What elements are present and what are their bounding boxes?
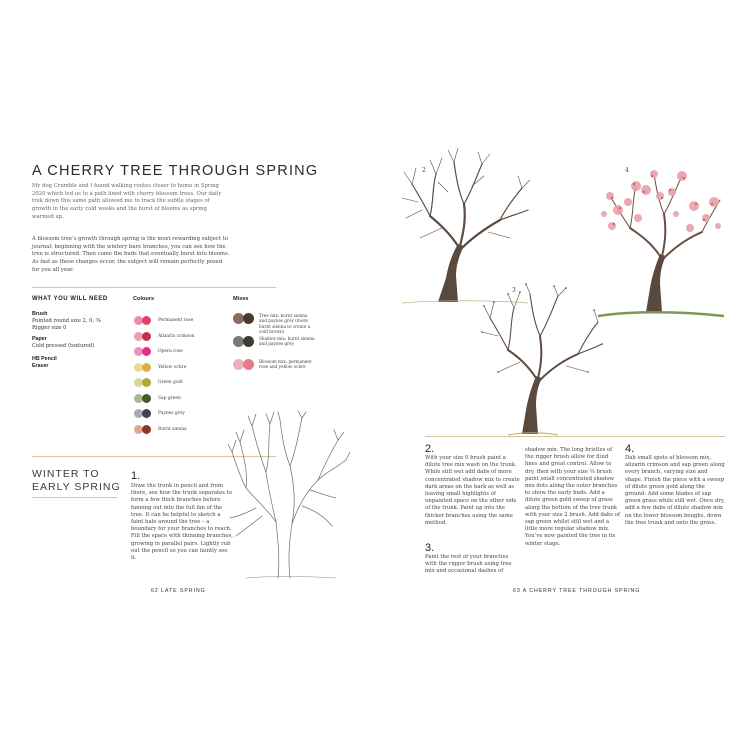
divider bbox=[425, 436, 725, 437]
paint-swatch bbox=[142, 425, 151, 434]
colour-swatch-row bbox=[134, 391, 195, 407]
step-4-number: 4. bbox=[625, 443, 635, 455]
colour-name: Opera rose bbox=[158, 349, 183, 355]
material-paper: Paper Cold pressed (textured) bbox=[32, 336, 95, 349]
page-title: A CHERRY TREE THROUGH SPRING bbox=[32, 163, 319, 179]
step-3-number: 3. bbox=[425, 542, 435, 554]
step-1-number: 1. bbox=[131, 470, 141, 482]
colour-name: Burnt sienna bbox=[158, 426, 187, 432]
page-folio-right: 63 A CHERRY TREE THROUGH SPRING bbox=[513, 588, 641, 594]
paint-swatch bbox=[142, 378, 151, 387]
divider bbox=[32, 287, 276, 288]
colour-swatch-row bbox=[134, 360, 195, 376]
tree-label-3: 3 bbox=[512, 287, 516, 294]
colour-name: Sap green bbox=[158, 395, 181, 401]
paint-swatch bbox=[243, 359, 254, 370]
mix-swatch-row bbox=[233, 359, 315, 382]
colour-swatch-row bbox=[134, 313, 195, 329]
step-4-text: Dab small spots of blossom mix, alizarin crimson and sap green along every branch, varying size and shape. Finish the piece with a sweep of dilute green gold along the ground. Add some blades of sap green grass while still wet. Once dry, add a few dabs of dilute shadow mix on the lower blossom boughs, down the tree trunk and onto the grass. bbox=[625, 455, 725, 526]
colour-name: Yellow ochre bbox=[158, 364, 187, 370]
colour-swatch-row bbox=[134, 406, 195, 422]
colour-swatch-row bbox=[134, 422, 195, 438]
mix-name: Blossom mix: permanent rose and yellow ochre bbox=[259, 359, 312, 370]
materials-heading: WHAT YOU WILL NEED bbox=[32, 296, 108, 302]
mix-name: Shadow mix: burnt sienna and paynes grey bbox=[259, 336, 315, 347]
colours-heading: Colours bbox=[133, 296, 155, 302]
colour-name: Paynes grey bbox=[158, 411, 185, 417]
paint-swatch bbox=[142, 394, 151, 403]
colour-swatches bbox=[134, 313, 195, 437]
colour-swatch-row bbox=[134, 329, 195, 345]
paint-swatch bbox=[243, 336, 254, 347]
tree-label-4: 4 bbox=[625, 167, 629, 174]
colour-swatch-row bbox=[134, 375, 195, 391]
colour-name: Alizarin crimson bbox=[158, 333, 195, 339]
step-2-number: 2. bbox=[425, 443, 435, 455]
colour-name: Green gold bbox=[158, 380, 183, 386]
divider bbox=[32, 497, 117, 498]
intro-paragraph-2: A blossom tree’s growth through spring is the most rewarding subject to journal: beginning with the wintery bare branches, you can see how the tree is structured. Then come the buds that eventually burst into blooms. As fast as these changes occur, the subject will remain perfectly posed for you all year. bbox=[32, 236, 230, 273]
material-pencil: HB Pencil Eraser bbox=[32, 356, 57, 369]
mix-swatch-row bbox=[233, 313, 315, 336]
tree-3-budding-painting bbox=[480, 282, 606, 440]
paint-swatch bbox=[243, 313, 254, 324]
paint-swatch bbox=[142, 409, 151, 418]
paint-swatch bbox=[142, 316, 151, 325]
intro-paragraph: My dog Crumble and I found walking routes closer to home in Spring 2020 which led us to a path lined with cherry blossom trees. Our daily trek down this same path allowed me to track the subtle stages of growth in the early cold weeks and the burst of blooms as spring warmed up. bbox=[32, 183, 222, 220]
section-title: WINTER TO EARLY SPRING bbox=[32, 468, 121, 493]
material-brush: Brush Pointed round size 2, 0, ⅝ Rigger size 0 bbox=[32, 311, 101, 331]
tree-4-blossom-painting bbox=[598, 166, 724, 320]
materials-list bbox=[32, 311, 122, 370]
colour-name: Permanent rose bbox=[158, 318, 194, 324]
tree-1-pencil-sketch bbox=[226, 410, 352, 582]
step-1-text: Draw the trunk in pencil and from there, see how the trunk separates to form a few thick branches before fanning out into the full fan of the tree. It can be helpful to sketch a faint halo around the tree – a boundary for your branches to reach. Fill the space with thinning branches, growing in parallel pairs. Lightly rub out the pencil so you can faintly see it. bbox=[131, 483, 233, 562]
mix-name: Tree mix: burnt sienna and paynes grey (more burnt sienna to create a cold brown) bbox=[259, 313, 311, 334]
paint-swatch bbox=[142, 332, 151, 341]
mix-swatch-row bbox=[233, 336, 315, 359]
paint-swatch bbox=[142, 347, 151, 356]
tree-label-2: 2 bbox=[422, 167, 426, 174]
mix-swatches bbox=[233, 313, 315, 382]
colour-swatch-row bbox=[134, 344, 195, 360]
paint-swatch bbox=[142, 363, 151, 372]
mixes-heading: Mixes bbox=[233, 296, 249, 302]
step-3-text-continued: shadow mix. The long bristles of the rigger brush allow for fluid lines and great control. Allow to dry, then with your size ⅝ brush paint small concentrated shadow mix dots along the outer branches to show the early buds. Add a dilute green gold sweep of grass along the bottom of the tree trunk with your size 2 brush. Add dabs of sap green whilst still wet and a little more regular shadow mix. You’ve now painted the tree in its winter stage. bbox=[525, 447, 620, 547]
step-2-text: With your size 0 brush paint a dilute tree mix wash on the trunk. While still wet add dabs of more concentrated shadow mix to create dark areas on the bark as well as leaving small highlights of unpainted space on the other side of the trunk. Paint up into the thicker branches using the same method. bbox=[425, 455, 520, 526]
page-folio-left: 62 LATE SPRING bbox=[151, 588, 206, 594]
step-3-text: Paint the rest of your branches with the rigger brush using tree mix and occasional dashes of bbox=[425, 554, 512, 575]
